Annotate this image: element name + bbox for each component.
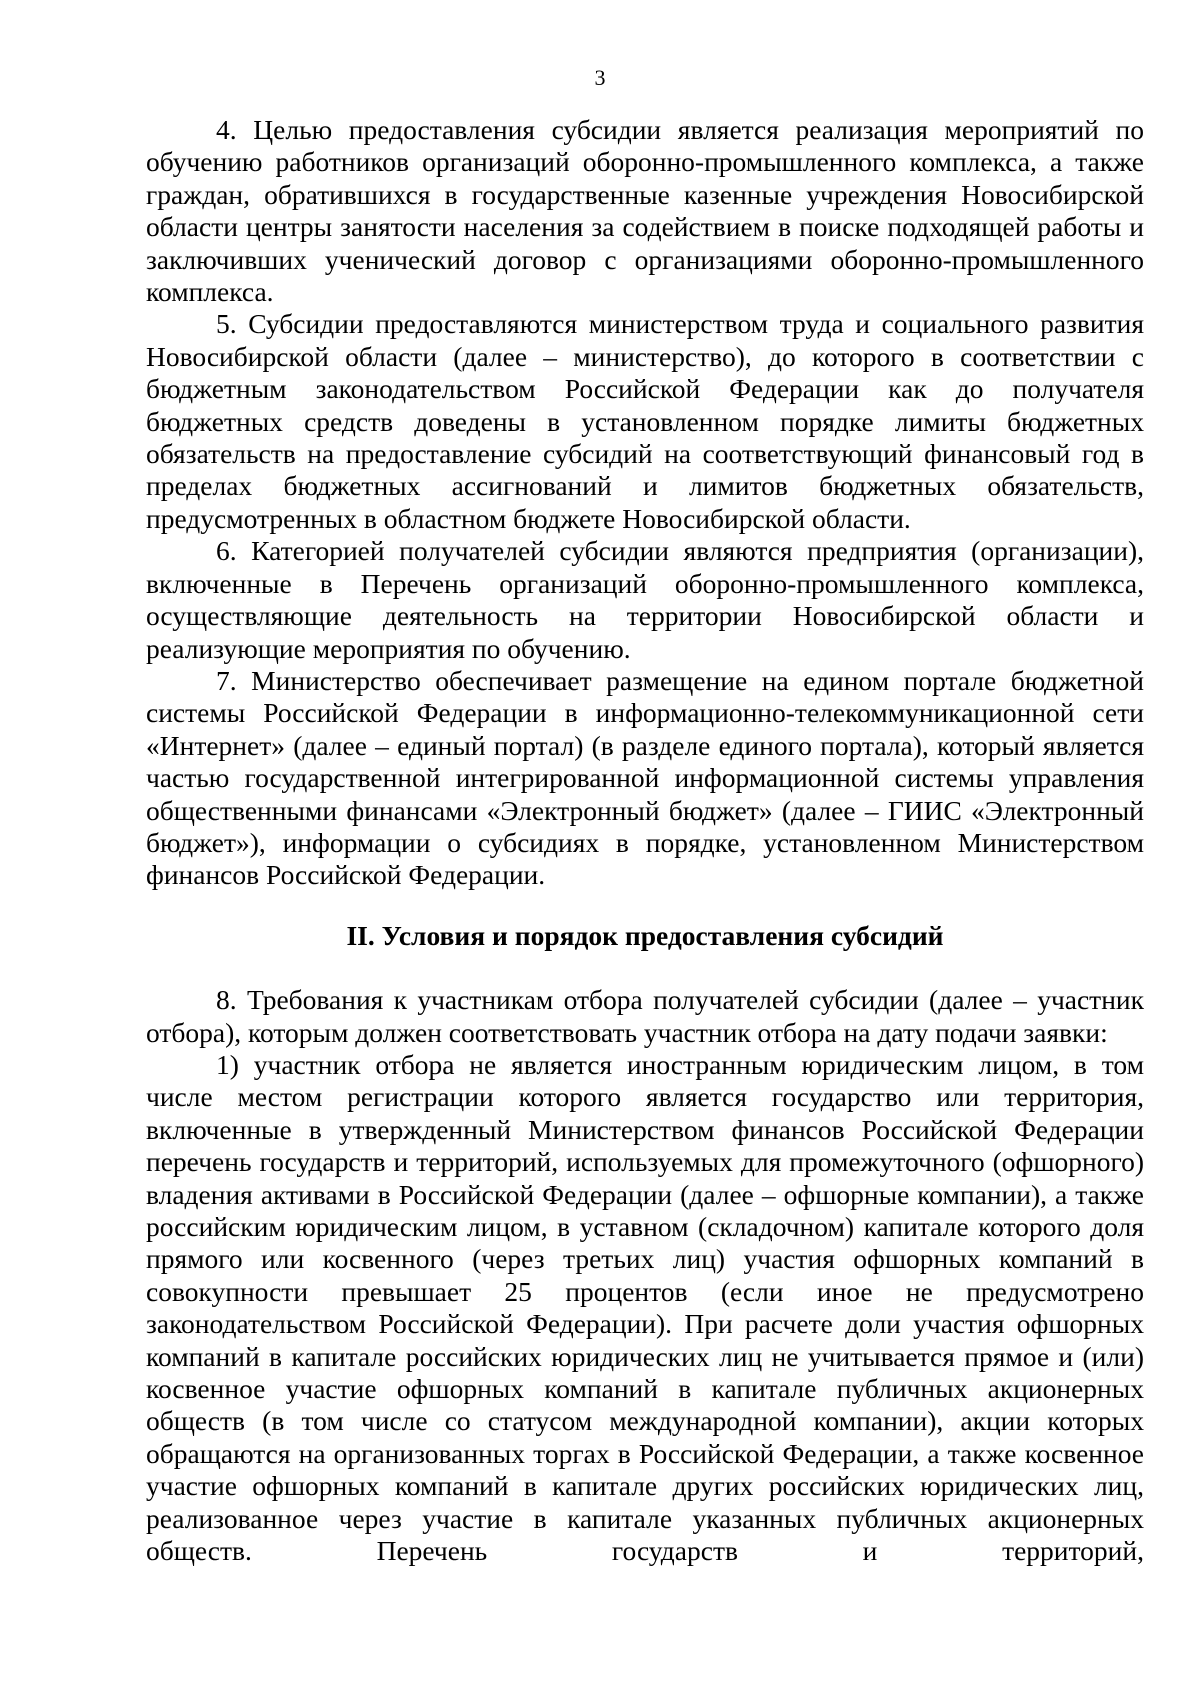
page-number: 3 xyxy=(594,65,606,90)
paragraph-8: 8. Требования к участникам отбора получателей субсидии (далее – участник отбора), которым должен соответствовать участник отбора на дату подачи заявки: xyxy=(146,984,1144,1048)
paragraph-4: 4. Целью предоставления субсидии является реализация мероприятий по обучению работников организаций оборонно-промышленного комплекса, а также граждан, обратившихся в государственные казенные учреждения Новосибирской области центры занятости населения за содействием в поиске подходящей работы и заключивших ученический договор с организациями оборонно-промышленного комплекса. xyxy=(146,114,1144,308)
document-body xyxy=(146,114,1144,1567)
paragraph-5: 5. Субсидии предоставляются министерством труда и социального развития Новосибирской области (далее – министерство), до которого в соответствии с бюджетным законодательством Российской Федерации как до получателя бюджетных средств доведены в установленном порядке лимиты бюджетных обязательств на предоставление субсидий на соответствующий финансовый год в пределах бюджетных ассигнований и лимитов бюджетных обязательств, предусмотренных в областном бюджете Новосибирской области. xyxy=(146,308,1144,534)
paragraph-6: 6. Категорией получателей субсидии являются предприятия (организации), включенные в Перечень организаций оборонно-промышленного комплекса, осуществляющие деятельность на территории Новосибирской области и реализующие мероприятия по обучению. xyxy=(146,535,1144,664)
paragraph-7: 7. Министерство обеспечивает размещение на едином портале бюджетной системы Российской Федерации в информационно-телекоммуникационной сети «Интернет» (далее – единый портал) (в разделе единого портала), который является частью государственной интегрированной информационной системы управления общественными финансами «Электронный бюджет» (далее – ГИИС «Электронный бюджет»), информации о субсидиях в порядке, установленном Министерством финансов Российской Федерации. xyxy=(146,664,1144,891)
section-heading: II. Условия и порядок предоставления субсидий xyxy=(346,919,944,951)
paragraph-8-item-1: 1) участник отбора не является иностранным юридическим лицом, в том числе местом регистрации которого является государство или территория, включенные в утвержденный Министерством финансов Российской Федерации перечень государств и территорий, используемых для промежуточного (офшорного) владения активами в Российской Федерации (далее – офшорные компании), а также российским юридическим лицом, в уставном (складочном) капитале которого доля прямого или косвенного (через третьих лиц) участия офшорных компаний в совокупности превышает 25 процентов (если иное не предусмотрено законодательством Российской Федерации). При расчете доли участия офшорных компаний в капитале российских юридических лиц не учитывается прямое и (или) косвенное участие офшорных компаний в капитале публичных акционерных обществ (в том числе со статусом международной компании), акции которых обращаются на организованных торгах в Российской Федерации, а также косвенное участие офшорных компаний в капитале других российских юридических лиц, реализованное через участие в капитале указанных публичных акционерных обществ. Перечень государств и территорий, xyxy=(146,1048,1144,1567)
